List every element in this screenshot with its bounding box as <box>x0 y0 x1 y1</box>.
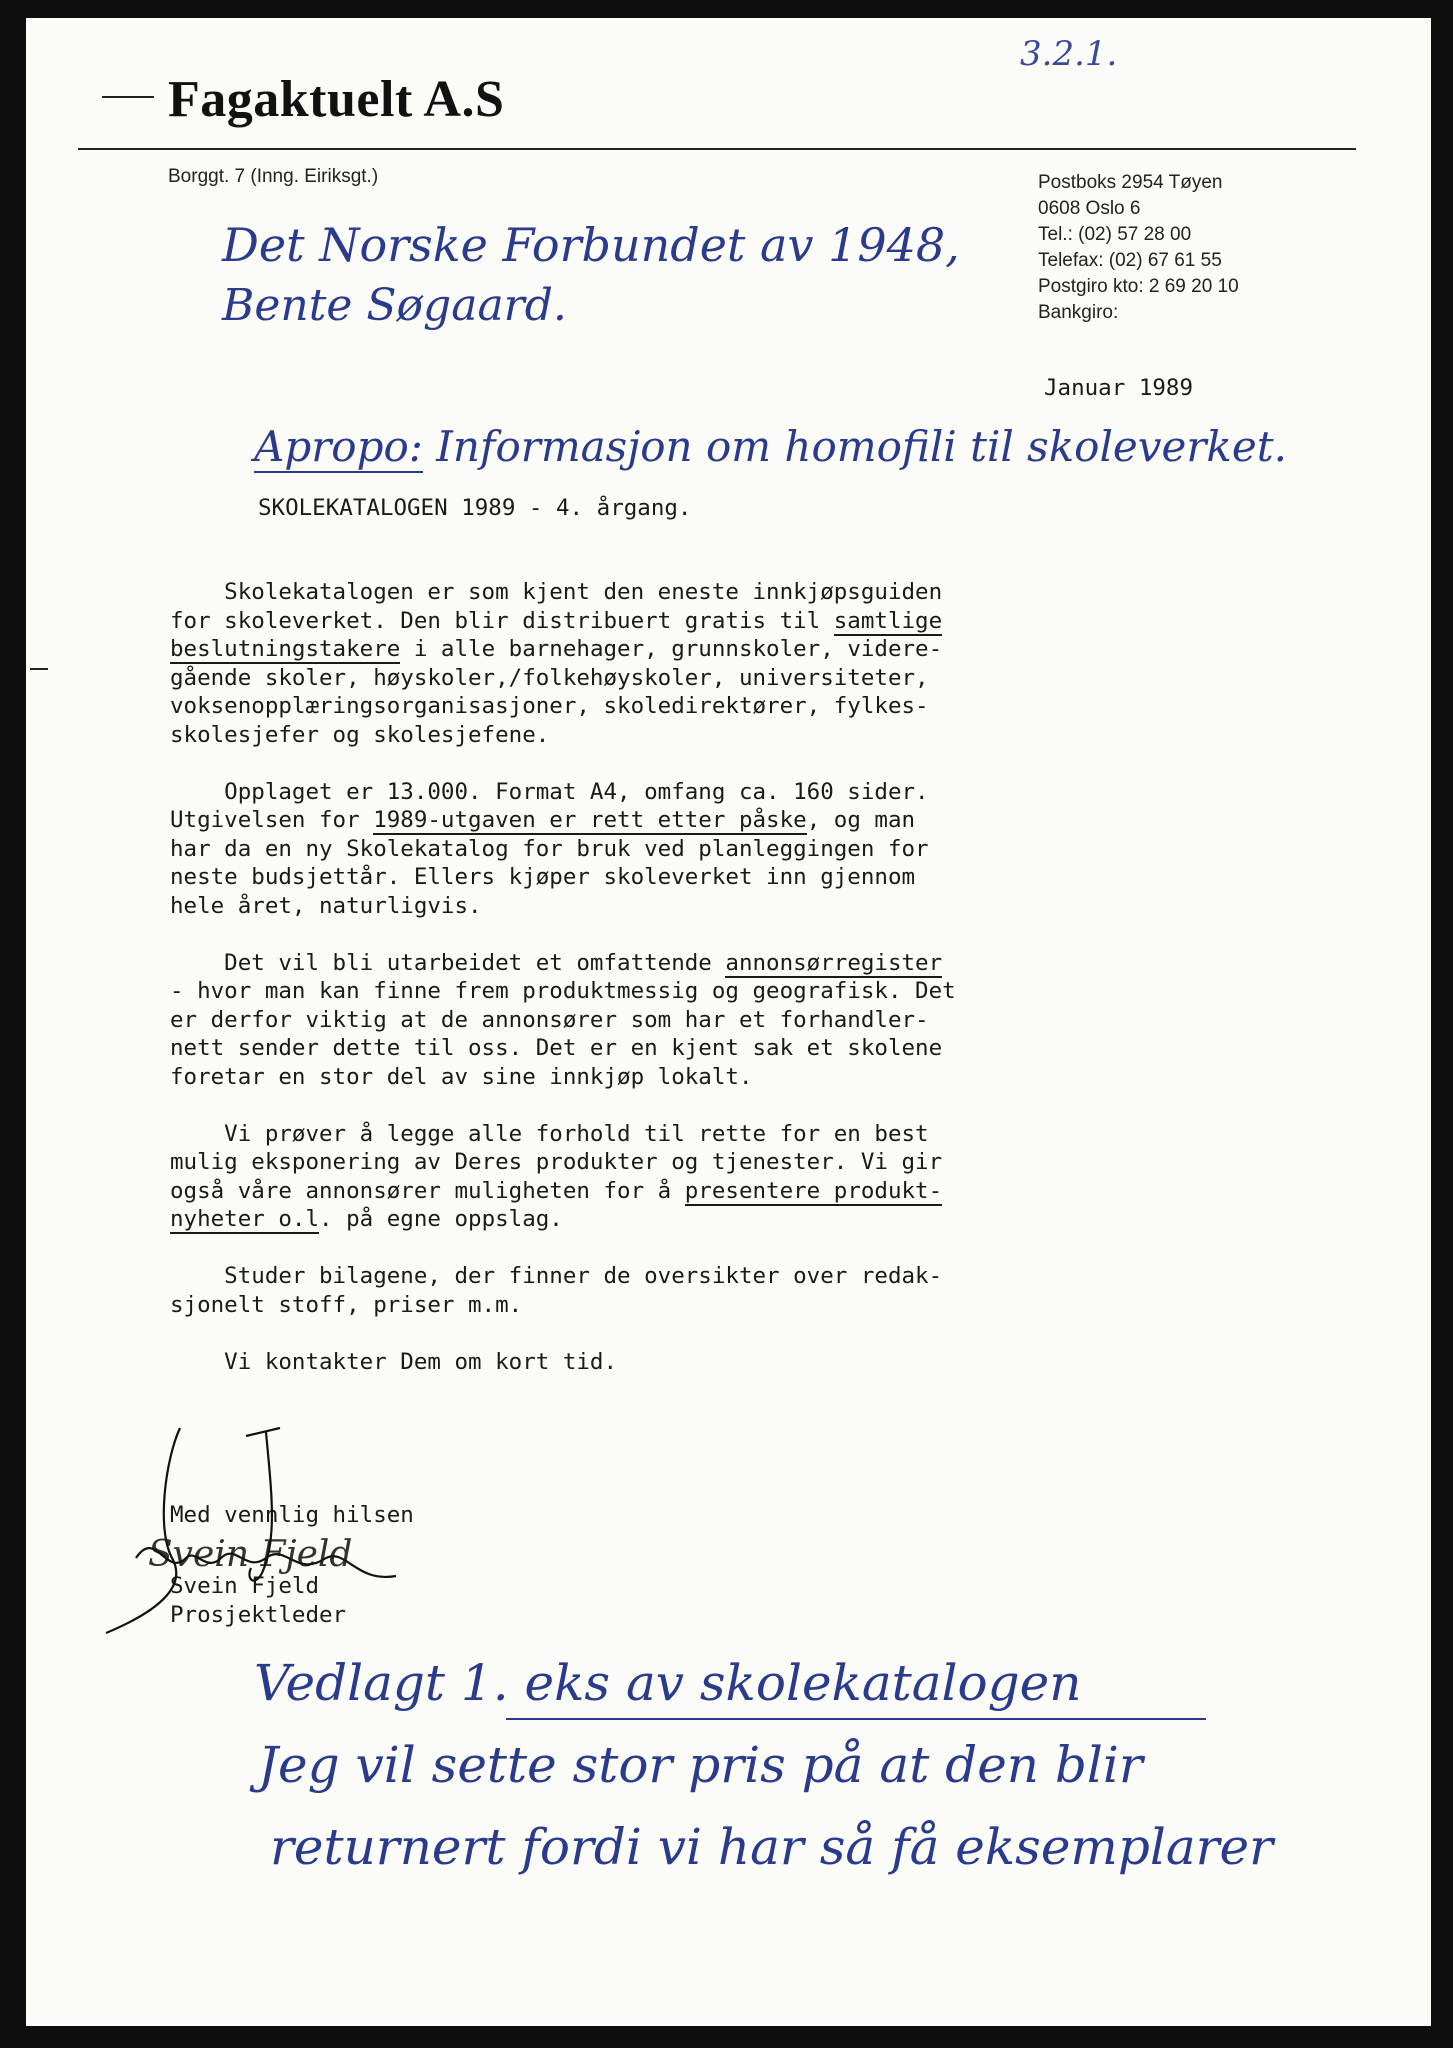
signatory-name: Svein Fjeld <box>170 1573 320 1599</box>
text-segment: gående skoler, høyskoler,/folkehøyskoler, universiteter, <box>170 664 929 691</box>
text-segment: , og man <box>806 807 916 833</box>
body-line <box>170 977 956 1006</box>
contact-line: Postgiro kto: 2 69 20 10 <box>1038 276 1239 297</box>
street-address: Borggt. 7 (Inng. Eiriksgt.) <box>168 166 379 187</box>
text-segment: Skolekatalogen er som kjent den eneste innkjøpsguiden <box>170 579 943 605</box>
handwritten-apropos <box>254 422 1287 471</box>
body-line <box>170 835 929 864</box>
text-segment: sjonelt stoff, priser m.m. <box>170 1291 523 1318</box>
body-line <box>170 1006 956 1035</box>
text-segment: skolesjefer og skolesjefene. <box>170 721 550 748</box>
handwritten-addressee-line2: Bente Søgaard. <box>222 280 567 331</box>
body-line <box>170 1348 617 1377</box>
handwritten-note-line3: returnert fordi vi har så få eksemplarer <box>270 1818 1274 1876</box>
body-paragraph <box>170 1120 942 1234</box>
handwritten-note-line2: Jeg vil sette stor pris på at den blir <box>258 1736 1143 1794</box>
body-line <box>170 578 942 607</box>
text-segment: Studer bilagene, der finner de oversikter over redak- <box>170 1263 943 1289</box>
text-segment: voksenopplæringsorganisasjoner, skoledirektører, fylkes- <box>170 693 929 719</box>
text-segment: har da en ny Skolekatalog for bruk ved planleggingen for <box>170 835 929 862</box>
body-line <box>170 664 942 693</box>
text-segment: Opplaget er 13.000. Format A4, omfang ca. 160 sider. <box>170 778 929 805</box>
body-line <box>170 1177 942 1206</box>
subject-line: SKOLEKATALOGEN 1989 - 4. årgang. <box>258 495 692 521</box>
body-line <box>170 806 929 835</box>
text-segment: Vi kontakter Dem om kort tid. <box>170 1348 618 1375</box>
text-segment: er derfor viktig at de annonsører som har et forhandler- <box>170 1006 929 1033</box>
body-line <box>170 607 942 636</box>
decorative-dash <box>102 96 154 98</box>
handwritten-note-line1: Vedlagt 1. eks av skolekatalogen <box>254 1654 1082 1712</box>
text-segment: hele året, naturligvis. <box>170 892 482 919</box>
underlined-text: beslutningstakere <box>170 636 401 662</box>
pencil-filing-mark: 3.2.1. <box>1020 34 1118 74</box>
signature-scrawl <box>96 1408 416 1648</box>
contact-line: 0608 Oslo 6 <box>1038 198 1141 219</box>
text-segment: Utgivelsen for <box>170 807 374 833</box>
handwritten-addressee-line1: Det Norske Forbundet av 1948, <box>222 218 960 272</box>
letter-date: Januar 1989 <box>1044 375 1194 401</box>
margin-tick-mark <box>30 668 48 670</box>
body-paragraph <box>170 578 942 749</box>
underlined-text: nyheter o.l <box>170 1206 320 1232</box>
text-segment: også våre annonsører muligheten for å <box>170 1177 685 1204</box>
underlined-text: 1989-utgaven er rett etter påske <box>373 807 807 833</box>
body-line <box>170 1205 942 1234</box>
body-line <box>170 635 942 664</box>
contact-line: Postboks 2954 Tøyen <box>1038 172 1223 193</box>
text-segment: - hvor man kan finne frem produktmessig og geografisk. Det <box>170 978 956 1004</box>
text-segment: for skoleverket. Den blir distribuert gratis til <box>170 607 834 634</box>
text-segment: nett sender dette til oss. Det er en kjent sak et skolene <box>170 1035 943 1061</box>
contact-line: Telefax: (02) 67 61 55 <box>1038 250 1222 271</box>
body-line <box>170 1120 942 1149</box>
text-segment: . på egne oppslag. <box>319 1206 563 1232</box>
body-line <box>170 778 929 807</box>
body-line <box>170 949 956 978</box>
body-line <box>170 1063 956 1092</box>
text-segment: mulig eksponering av Deres produkter og tjenester. Vi gir <box>170 1149 943 1175</box>
body-line <box>170 692 942 721</box>
body-line <box>170 1262 942 1291</box>
text-segment: neste budsjettår. Ellers kjøper skoleverket inn gjennom <box>170 864 916 890</box>
body-paragraph <box>170 778 929 921</box>
contact-line: Bankgiro: <box>1038 302 1119 323</box>
closing-greeting: Med vennlig hilsen <box>170 1502 414 1528</box>
letter-page <box>26 18 1431 2026</box>
note-underline <box>506 1718 1206 1720</box>
body-line <box>170 863 929 892</box>
body-line <box>170 721 942 750</box>
body-paragraph <box>170 949 956 1092</box>
body-paragraph <box>170 1262 942 1319</box>
underlined-text: presentere produkt- <box>684 1177 943 1204</box>
body-line <box>170 1291 942 1320</box>
body-line <box>170 1034 956 1063</box>
text-segment: Det vil bli utarbeidet et omfattende <box>170 949 726 976</box>
apropos-text: Informasjon om homofili til skoleverket. <box>436 422 1287 471</box>
text-segment: Vi prøver å legge alle forhold til rette for en best <box>170 1120 929 1147</box>
company-logo: Fagaktuelt A.S <box>168 71 505 128</box>
contact-block <box>1038 170 1239 326</box>
signature-script: Svein Fjeld <box>148 1534 353 1575</box>
underlined-text: annonsørregister <box>725 949 943 976</box>
underlined-text: samtlige <box>833 607 943 634</box>
signatory-title: Prosjektleder <box>170 1602 347 1628</box>
body-paragraph <box>170 1348 617 1377</box>
text-segment: i alle barnehager, grunnskoler, videre- <box>400 636 943 662</box>
body-line <box>170 1148 942 1177</box>
body-line <box>170 892 929 921</box>
text-segment: foretar en stor del av sine innkjøp lokalt. <box>170 1063 753 1090</box>
contact-line: Tel.: (02) 57 28 00 <box>1038 224 1192 245</box>
letterhead-rule <box>78 148 1356 150</box>
signature <box>96 1408 416 1648</box>
apropos-label: Apropo: <box>254 422 423 471</box>
